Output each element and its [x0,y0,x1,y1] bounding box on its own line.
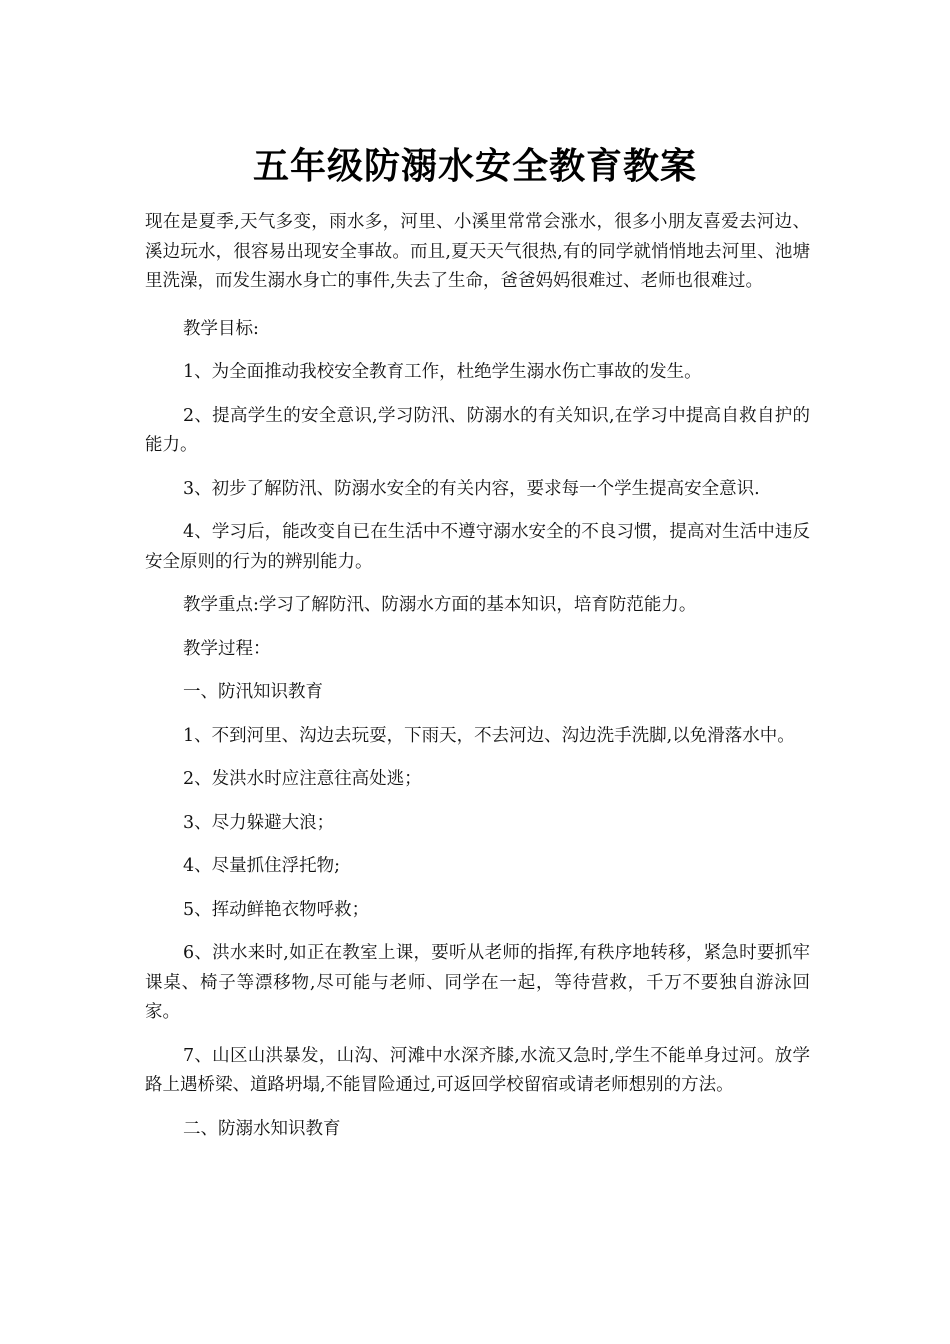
section-heading-flood: 一、防汛知识教育 [183,682,323,702]
document-title: 五年级防溺水安全教育教案 [252,146,697,187]
flood-item-4: 4、尽量抓住浮托物; [183,856,341,876]
flood-item-6: 6、洪水来时,如正在教室上课，要听从老师的指挥,有秩序地转移，紧急时要抓牢课桌、椅子等漂移物,尽可能与老师、同学在一起，等待营救，千万不要独自游泳回家。 [145,943,810,1022]
goal-item-2: 2、提高学生的安全意识,学习防汛、防溺水的有关知识,在学习中提高自救自护的能力。 [145,405,810,455]
intro-paragraph: 现在是夏季,天气多变，雨水多，河里、小溪里常常会涨水，很多小朋友喜爱去河边、溪边玩水，很容易出现安全事故。而且,夏天天气很热,有的同学就悄悄地去河里、池塘里洗澡，而发生溺水身亡的事件,失去了生命，爸爸妈妈很难过、老师也很难过。 [145,212,810,291]
teaching-goals-heading: 教学目标: [183,318,259,339]
teaching-focus: 教学重点:学习了解防汛、防溺水方面的基本知识，培育防范能力。 [183,595,697,615]
flood-item-3: 3、尽力躲避大浪； [183,812,335,833]
flood-item-7: 7、山区山洪暴发，山沟、河滩中水深齐膝,水流又急时,学生不能单身过河。放学路上遇桥梁、道路坍塌,不能冒险通过,可返回学校留宿或请老师想别的方法。 [145,1045,810,1095]
flood-item-2: 2、发洪水时应注意往高处逃； [183,769,422,789]
flood-item-1: 1、不到河里、沟边去玩耍，下雨天，不去河边、沟边洗手洗脚,以免滑落水中。 [183,725,795,746]
goal-item-3: 3、初步了解防汛、防溺水安全的有关内容，要求每一个学生提高安全意识. [183,478,760,499]
flood-item-5: 5、挥动鲜艳衣物呼救； [183,899,370,920]
goal-item-4: 4、学习后，能改变自已在生活中不遵守溺水安全的不良习惯，提高对生活中违反安全原则的行为的辨别能力。 [145,522,810,572]
document-body [145,208,810,1158]
teaching-process-heading: 教学过程： [183,638,271,659]
section-heading-drowning: 二、防溺水知识教育 [183,1118,341,1139]
goal-item-1: 1、为全面推动我校安全教育工作，杜绝学生溺水伤亡事故的发生。 [183,362,702,382]
